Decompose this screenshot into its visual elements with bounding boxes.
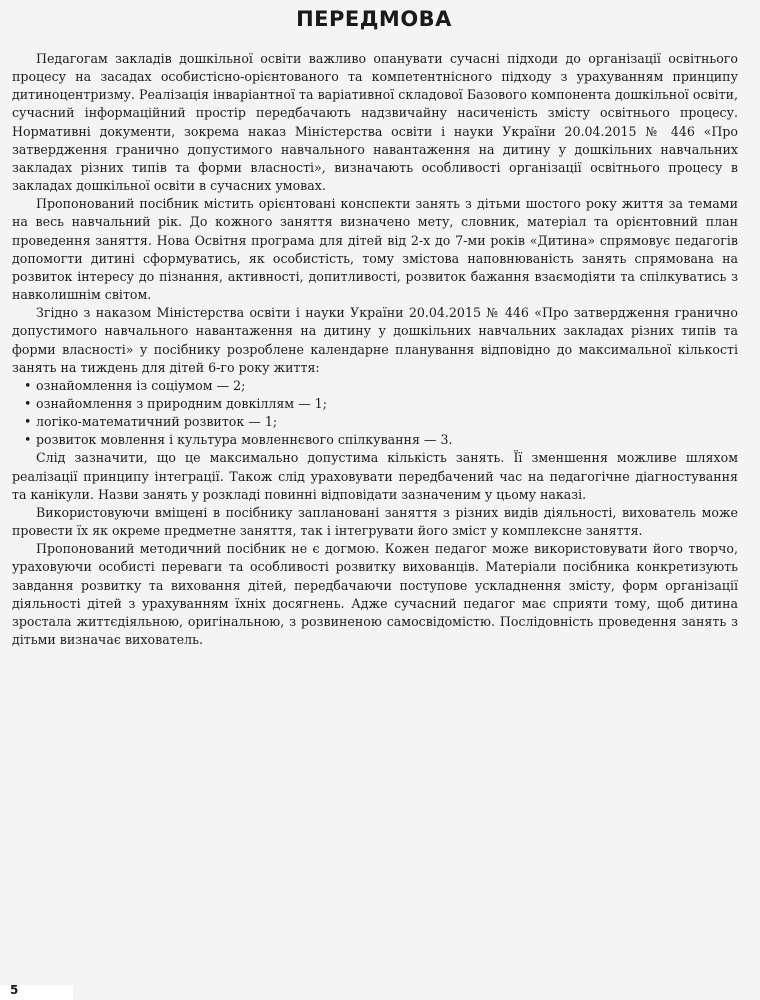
paragraph-usage: Використовуючи вміщені в посібнику заплановані заняття з різних видів діяльності, вихователь може провести їх як окреме предметне заняття, так і інтегрувати його зміст у комплексне заняття. — [12, 504, 738, 539]
preface-body — [12, 50, 738, 649]
bullet-icon: • — [24, 414, 32, 430]
bullet-icon: • — [24, 377, 32, 393]
list-item-text: розвиток мовлення і культура мовленнєвого спілкування — 3. — [36, 432, 453, 448]
list-item-text: ознайомлення із соціумом — 2; — [36, 377, 246, 393]
sessions-list — [12, 377, 738, 450]
paragraph-intro: Педагогам закладів дошкільної освіти важливо опанувати сучасні підходи до організації освітнього процесу на засадах особистісно-орієнтованого та компетентнісного підходу з урахуванням принципу дитиноцентризму. Реалізація інваріантної та варіативної складової Базового компонента дошкільної освіти, сучасний інформаційний простір передбачають надзвичайну насиченість змісту освітнього процесу. Нормативні документи, зокрема наказ Міністерства освіти і науки України 20.04.2015 № 446 «Про затвердження гранично допустимого навчального навантаження на дитину у дошкільних навчальних закладах різних типів та форми власності», визначають особливості організації освітнього процесу в закладах дошкільної освіти в сучасних умовах. — [12, 51, 738, 194]
list-item-text: ознайомлення з природним довкіллям — 1; — [36, 395, 327, 411]
list-item-text: логіко-математичний розвиток — 1; — [36, 414, 278, 430]
paragraph-conclusion: Пропонований методичний посібник не є догмою. Кожен педагог може використовувати його творчо, ураховуючи особисті переваги та особливості розвитку вихованців. Матеріали посібника конкретизують завдання розвитку та виховання дітей, передбачаючи поступове ускладнення змісту, форм організації діяльності дітей з урахуванням їхніх досягнень. Адже сучасний педагог має сприяти тому, щоб дитина зростала життєдіяльною, оригінальною, з розвиненою самосвідомістю. Послідовність проведення занять з дітьми визначає вихователь. — [12, 541, 738, 647]
paragraph-max-sessions: Слід зазначити, що це максимально допустима кількість занять. Її зменшення можливе шляхом реалізації принципу інтеграції. Також слід ураховувати передбачений час на педагогічне діагностування та канікули. Назви занять у розкладі повинні відповідати зазначеним у цьому наказі. — [12, 450, 738, 502]
list-item — [24, 377, 738, 395]
list-item — [24, 431, 738, 449]
list-item — [24, 413, 738, 431]
bullet-icon: • — [24, 432, 32, 448]
list-item — [24, 395, 738, 413]
paragraph-regulation: Згідно з наказом Міністерства освіти і науки України 20.04.2015 № 446 «Про затвердження гранично допустимого навчального навантаження на дитину у дошкільних навчальних закладах різних типів та форми власності» у посібнику розроблене календарне планування відповідно до максимальної кількості занять на тиждень для дітей 6-го року життя: — [12, 305, 738, 375]
bullet-icon: • — [24, 395, 32, 411]
page-title: ПЕРЕДМОВА — [296, 7, 452, 31]
paragraph-manual-content: Пропонований посібник містить орієнтовані конспекти занять з дітьми шостого року життя за темами на весь навчальний рік. До кожного заняття визначено мету, словник, матеріал та орієнтовний план проведення заняття. Нова Освітня програма для дітей від 2-х до 7-ми років «Дитина» спрямовує педагогів допомогти дитині сформуватись, як особистість, тому змістова наповнюваність занять спрямована на розвиток інтересу до пізнання, активності, допитливості, розвиток бажання взаємодіяти та спілкуватись з навколишнім світом. — [12, 196, 738, 303]
page-number: 5 — [10, 983, 19, 997]
